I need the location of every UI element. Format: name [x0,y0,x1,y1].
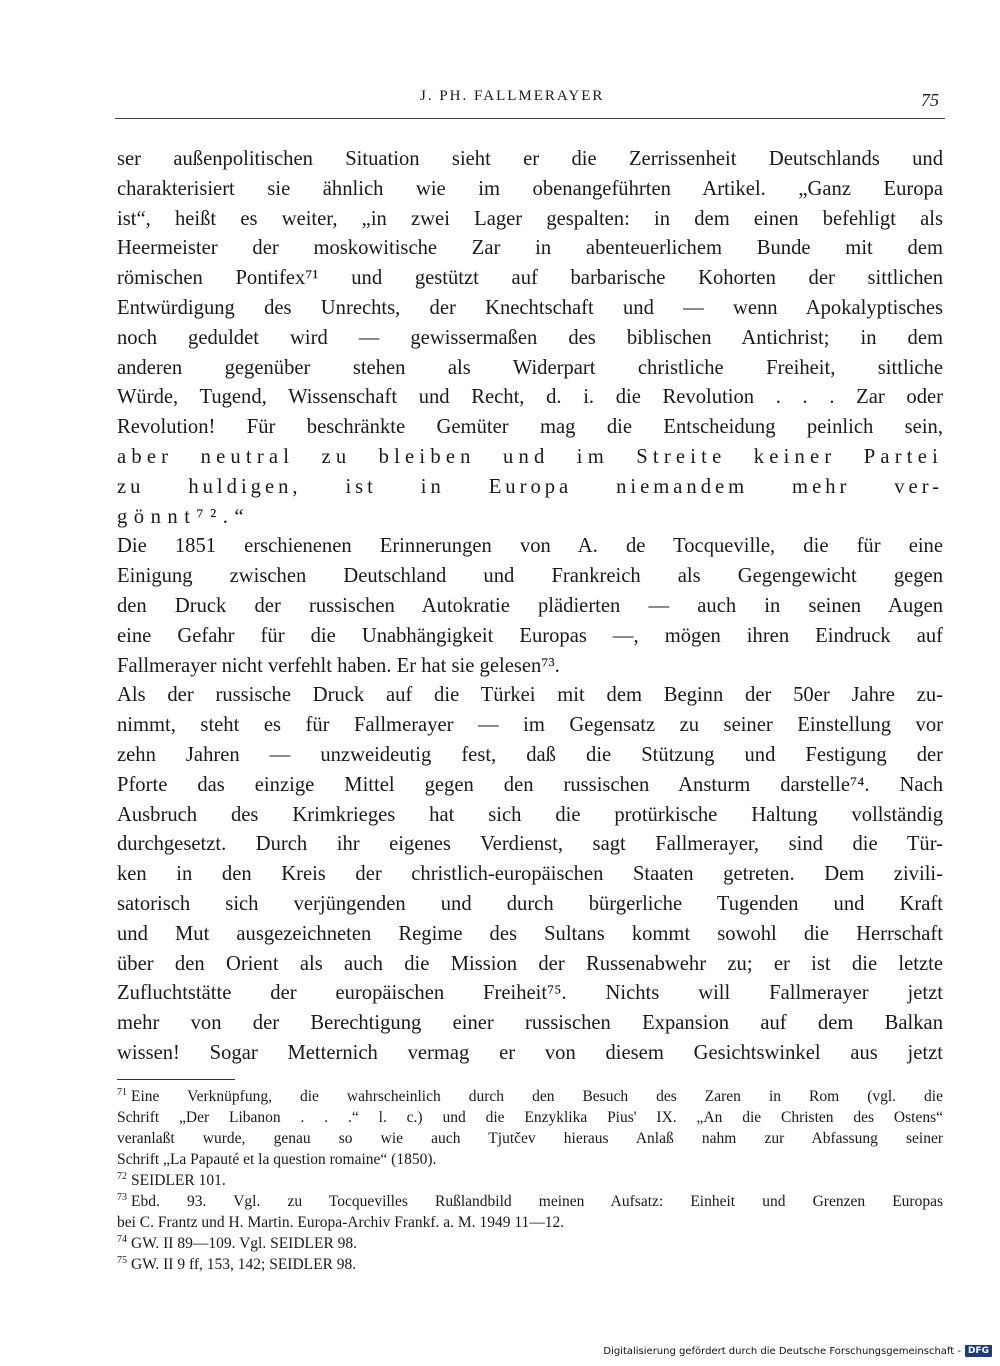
footnote-line [117,1170,943,1191]
footnote-rule [117,1079,235,1080]
footnote [117,1233,943,1254]
footnote-text: bei C. Frantz und H. Martin. Europa-Archiv Frankf. a. M. 1949 11—12. [117,1214,565,1231]
digitization-credit [603,1345,992,1357]
header-rule [115,118,945,119]
text-line: Revolution! Für beschränkte Gemüter mag die Entscheidung peinlich sein, [117,416,943,439]
text-line: über den Orient als auch die Mission der Russenabwehr zu; er ist die letzte [117,952,943,975]
text-line: durchgesetzt. Durch ihr eigenes Verdienst, sagt Fallmerayer, sind die Tür- [117,833,943,856]
text-line: Würde, Tugend, Wissenschaft und Recht, d. i. die Revolution . . . Zar oder [117,386,943,409]
main-text [117,145,943,1069]
text-line: nimmt, steht es für Fallmerayer — im Gegensatz zu seiner Einstellung vor [117,714,943,737]
footnotes [117,1086,943,1275]
footnote-text: GW. II 9 ff, 153, 142; SEIDLER 98. [131,1256,357,1273]
footnote-line [117,1128,943,1149]
footnote [117,1170,943,1191]
page-number: 75 [921,90,939,110]
text-line: mehr von der Berechtigung einer russischen Expansion auf dem Balkan [117,1012,943,1035]
text-line: Heermeister der moskowitische Zar in abenteuerlichem Bunde mit dem [117,237,943,260]
footnote-line [117,1212,943,1233]
footnote-text: SEIDLER 101. [131,1172,226,1189]
footnote-number: 73 [117,1191,127,1203]
text-line: wissen! Sogar Metternich vermag er von diesem Gesichtswinkel aus jetzt [117,1041,943,1064]
text-line: charakterisiert sie ähnlich wie im obenangeführten Artikel. „Ganz Europa [117,177,943,200]
text-line: ist“, heißt es weiter, „in zwei Lager gespalten: in dem einen befehligt als [117,207,943,230]
text-line: Als der russische Druck auf die Türkei mit dem Beginn der 50er Jahre zu- [117,684,943,707]
footnote [117,1086,943,1170]
footnote-text: GW. II 89—109. Vgl. SEIDLER 98. [131,1235,358,1252]
footnote-number: 72 [117,1170,127,1182]
text-line: aber neutral zu bleiben und im Streite keiner Partei [117,445,943,468]
text-line: und Mut ausgezeichneten Regime des Sultans kommt sowohl die Herrschaft [117,922,943,945]
text-line: eine Gefahr für die Unabhängigkeit Europas —, mögen ihren Eindruck auf [117,624,943,647]
credit-text: Digitalisierung gefördert durch die Deutsche Forschungsgemeinschaft - [603,1345,961,1357]
footnote-line [117,1233,943,1254]
text-line: zu huldigen, ist in Europa niemandem mehr ver- [117,475,943,498]
footnote-text: Schrift „La Papauté et la question romaine“ (1850). [117,1151,437,1168]
footnote-text: Eine Verknüpfung, die wahrscheinlich durch den Besuch des Zaren in Rom (vgl. die [131,1088,943,1105]
footnote-number: 74 [117,1233,127,1245]
footnote-line [117,1254,943,1275]
text-line: ken in den Kreis der christlich-europäischen Staaten getreten. Dem zivili- [117,863,943,886]
footnote-text: Schrift „Der Libanon . . .“ l. c.) und die Enzyklika Pius' IX. „An die Christen des Ostens“ [117,1109,943,1126]
footnote [117,1191,943,1233]
footnote-number: 75 [117,1254,127,1266]
text-line: Fallmerayer nicht verfehlt haben. Er hat sie gelesen⁷³. [117,654,560,677]
text-line: Entwürdigung des Unrechts, der Knechtschaft und — wenn Apokalyptisches [117,296,943,319]
text-line: Einigung zwischen Deutschland und Frankreich als Gegengewicht gegen [117,565,943,588]
text-line: Ausbruch des Krimkrieges hat sich die protürkische Haltung vollständig [117,803,943,826]
text-line: Die 1851 erschienenen Erinnerungen von A. de Tocqueville, die für eine [117,535,943,558]
text-line: anderen gegenüber stehen als Widerpart christliche Freiheit, sittliche [117,356,943,379]
footnote-line [117,1107,943,1128]
text-line: zehn Jahren — unzweideutig fest, daß die Stützung und Festigung der [117,743,943,766]
running-head-title: J. PH. FALLMERAYER [420,88,605,104]
footnote [117,1254,943,1275]
text-line: satorisch sich verjüngenden und durch bürgerliche Tugenden und Kraft [117,892,943,915]
text-line: römischen Pontifex⁷¹ und gestützt auf barbarische Kohorten der sittlichen [117,267,943,290]
text-line: gönnt⁷².“ [117,505,251,528]
footnote-number: 71 [117,1086,127,1098]
running-header [115,88,945,112]
text-line: ser außenpolitischen Situation sieht er die Zerrissenheit Deutschlands und [117,148,943,170]
text-line: Pforte das einzige Mittel gegen den russischen Ansturm darstelle⁷⁴. Nach [117,773,943,796]
footnote-line [117,1149,943,1170]
footnote-line [117,1191,943,1212]
footnote-text: veranlaßt wurde, genau so wie auch Tjutčev hieraus Anlaß nahm zur Abfassung seiner [117,1130,943,1147]
text-line: den Druck der russischen Autokratie plädierten — auch in seinen Augen [117,594,943,617]
text-line: noch geduldet wird — gewissermaßen des biblischen Antichrist; in dem [117,326,943,349]
dfg-logo: DFG [965,1345,992,1357]
text-line: Zufluchtstätte der europäischen Freiheit⁷⁵. Nichts will Fallmerayer jetzt [117,982,943,1005]
footnote-line [117,1086,943,1107]
footnote-text: Ebd. 93. Vgl. zu Tocquevilles Rußlandbild meinen Aufsatz: Einheit und Grenzen Europas [131,1193,943,1210]
